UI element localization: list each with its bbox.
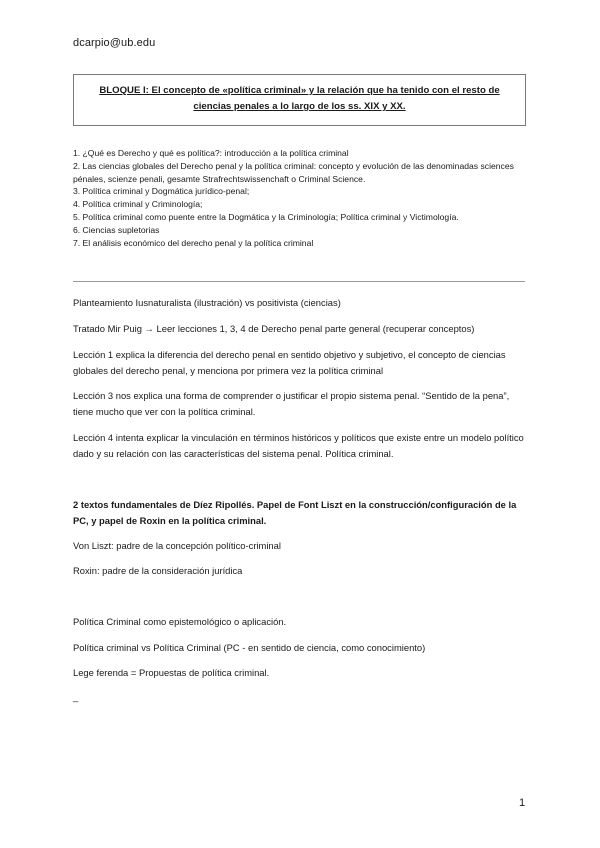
bloque-title-box [73,74,526,126]
topic-item-1: 1. ¿Qué es Derecho y qué es política?: introducción a la política criminal [73,148,349,158]
topic-item-6: 6. Ciencias supletorias [73,224,160,235]
paragraph-iusnaturalista: Planteamiento Iusnaturalista (ilustración) vs positivista (ciencias) [73,297,341,308]
paragraph-leccion-3: Lección 3 nos explica una forma de comprender o justificar el propio sistema penal. “Sentido de la pena”, tiene mucho que ver con la política criminal. [73,390,510,417]
topic-item-2: 2. Las ciencias globales del Derecho penal y la política criminal: concepto y evolución de las denominadas sciences pénales, scienze penali, gesamte Strafrechtswissenchaft o Criminal Science. [73,160,514,184]
paragraph-textos-fundamentales: 2 textos fundamentales de Díez Ripollés. Papel de Font Liszt en la construcción/configuración de la PC, y papel de Roxin en la política criminal. [73,499,517,526]
topic-list [73,147,533,249]
topic-item-7: 7. El análisis económico del derecho penal y la política criminal [73,237,314,248]
topic-item-3: 3. Política criminal y Dogmática jurídico-penal; [73,186,250,197]
topic-item-5: 5. Política criminal como puente entre la Dogmática y la Criminología; Política criminal y Victimología. [73,211,459,222]
author-email: dcarpio@ub.edu [73,37,156,49]
paragraph-leccion-1: Lección 1 explica la diferencia del derecho penal en sentido objetivo y subjetivo, el concepto de ciencias globales del derecho penal, y menciona por primera vez la política criminal [73,349,506,376]
section-divider [73,281,525,282]
paragraph-lege-ferenda: Lege ferenda = Propuestas de política criminal. [73,667,270,678]
page-number: 1 [519,797,526,809]
paragraph-epistemologico: Política Criminal como epistemológico o aplicación. [73,616,287,627]
paragraph-leccion-4: Lección 4 intenta explicar la vinculación en términos históricos y políticos que existe entre un modelo político dado y su relación con las características del sistema penal. Política criminal. [73,432,524,459]
trailing-underscore: _ [73,691,79,702]
topic-item-4: 4. Política criminal y Criminología; [73,199,203,210]
paragraph-roxin: Roxin: padre de la consideración jurídica [73,565,243,576]
paragraph-pc-vs-pc: Política criminal vs Política Criminal (PC - en sentido de ciencia, como conocimiento) [73,642,426,653]
paragraph-tratado-mir-puig: Tratado Mir Puig → Leer lecciones 1, 3, 4 de Derecho penal parte general (recuperar conceptos) [73,323,475,334]
bloque-title: BLOQUE I: El concepto de «política criminal» y la relación que ha tenido con el resto de ciencias penales a lo largo de los ss. XIX y XX. [99,85,500,112]
paragraph-von-liszt: Von Liszt: padre de la concepción político-criminal [73,540,281,551]
